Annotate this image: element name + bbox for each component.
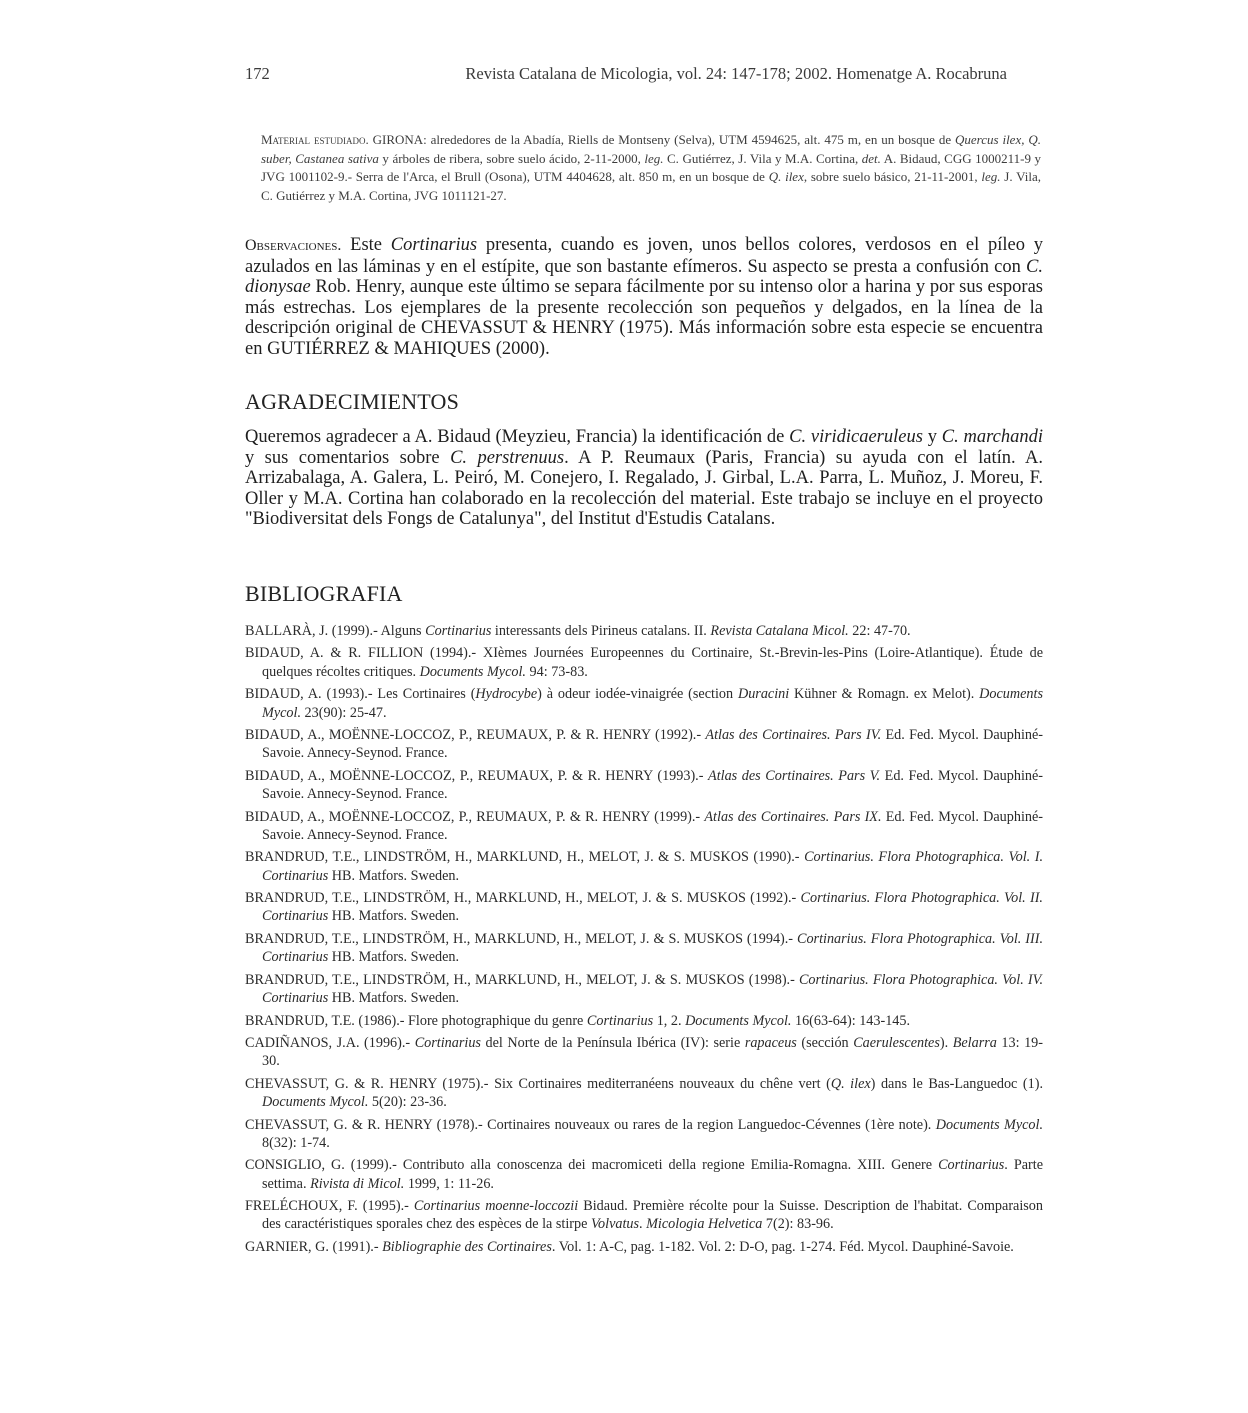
reference-text-run: CHEVASSUT, G. & R. HENRY (1978).- Cortinaires nouveaux ou rares de la region Languedoc-Cévennes (1ère note).: [245, 1116, 936, 1133]
reference-text-run: BIDAUD, A. (1993).- Les Cortinaires (: [245, 686, 476, 703]
reference-italic-run: Cortinarius. Flora Photographica. Vol. III. Cortinarius: [262, 930, 1043, 966]
reference-text-run: CHEVASSUT, G. & R. HENRY (1975).- Six Cortinaires mediterranéens nouveaux du chêne vert (: [245, 1075, 831, 1092]
reference-italic-run: Atlas des Cortinaires. Pars IV.: [705, 727, 882, 744]
reference-text-run: BIDAUD, A., MOËNNE-LOCCOZ, P., REUMAUX, P. & R. HENRY (1992).-: [245, 727, 706, 744]
reference-entry: [245, 644, 1043, 681]
material-label: Material estudiado.: [261, 132, 369, 147]
reference-entry: [245, 930, 1043, 967]
italic-run: leg.: [981, 169, 1001, 184]
observaciones-label: Observaciones.: [245, 237, 342, 254]
text-run: Este: [341, 235, 391, 255]
reference-italic-run: Q. ilex: [830, 1075, 871, 1092]
reference-text-run: 22: 47-70.: [848, 623, 911, 639]
reference-text-run: HB. Matfors. Sweden.: [328, 867, 460, 884]
reference-text-run: HB. Matfors. Sweden.: [328, 990, 460, 1007]
reference-text-run: GARNIER, G. (1991).-: [245, 1238, 383, 1255]
reference-text-run: 94: 73-83.: [525, 663, 588, 680]
reference-text-run: 1999, 1: 11-26.: [404, 1175, 494, 1192]
reference-italic-run: Documents Mycol.: [685, 1012, 792, 1029]
reference-entry: [245, 971, 1043, 1008]
reference-text-run: BALLARÀ, J. (1999).- Alguns: [245, 623, 426, 639]
reference-text-run: ).: [939, 1035, 953, 1051]
reference-text-run: CADIÑANOS, J.A. (1996).-: [245, 1035, 415, 1051]
italic-run: Quercus ilex, Q. suber, Castanea sativa: [261, 132, 1042, 166]
reference-entry: [245, 1116, 1043, 1153]
text-run: y árboles de ribera, sobre suelo ácido, 2-11-2000,: [378, 150, 645, 166]
italic-run: Q. ilex: [768, 169, 804, 184]
reference-text-run: Ed. Fed. Mycol. Dauphiné-Savoie. Annecy-Seynod. France.: [262, 767, 1044, 803]
bibliografia-heading: BIBLIOGRAFIA: [245, 581, 403, 606]
reference-italic-run: Cortinarius: [938, 1157, 1005, 1174]
reference-text-run: 8(32): 1-74.: [262, 1134, 330, 1151]
reference-text-run: del Norte de la Península Ibérica (IV): serie: [480, 1035, 745, 1051]
reference-italic-run: Caerulescentes: [853, 1035, 940, 1051]
reference-text-run: BRANDRUD, T.E., LINDSTRÖM, H., MARKLUND, H., MELOT, J. & S. MUSKOS (1992).-: [245, 890, 801, 907]
reference-text-run: BRANDRUD, T.E., LINDSTRÖM, H., MARKLUND, H., MELOT, J. & S. MUSKOS (1994).-: [245, 930, 797, 947]
text-run: . A P. Reumaux (Paris, Francia) su ayuda con el latín. A. Arrizabalaga, A. Galera, L. Peiró, M. Conejero, I. Regalado, J. Girbal, L.A. Parra, L. Muñoz, J. Moreu, F. Oller y M.A. Cortina han colaborado en la recolección del material. Este trabajo se incluye en el proyecto "Biodiversitat dels Fongs de Catalunya", del Institut d'Estudis Catalans.: [245, 447, 1043, 530]
reference-text-run: 1, 2.: [653, 1012, 686, 1029]
reference-text-run: Bidaud. Première récolte pour la Suisse. Description de l'habitat. Comparaison des caractéristiques sporales chez des espèces de la stirpe: [262, 1198, 1043, 1233]
reference-text-run: BIDAUD, A., MOËNNE-LOCCOZ, P., REUMAUX, P. & R. HENRY (1999).-: [245, 808, 705, 825]
reference-entry: [245, 622, 1043, 640]
reference-text-run: BRANDRUD, T.E., LINDSTRÖM, H., MARKLUND, H., MELOT, J. & S. MUSKOS (1990).-: [245, 849, 805, 866]
reference-italic-run: Cortinarius: [425, 623, 492, 639]
reference-entry: [245, 1075, 1043, 1112]
reference-entry: [245, 1156, 1043, 1193]
reference-italic-run: rapaceus: [744, 1035, 797, 1051]
reference-italic-run: Documents Mycol.: [262, 686, 1043, 721]
reference-entry: [245, 808, 1043, 845]
reference-text-run: BRANDRUD, T.E., LINDSTRÖM, H., MARKLUND, H., MELOT, J. & S. MUSKOS (1998).-: [245, 971, 799, 988]
reference-italic-run: Hydrocybe: [475, 686, 538, 703]
reference-italic-run: Cortinarius. Flora Photographica. Vol. I. Cortinarius: [262, 849, 1044, 884]
reference-italic-run: Cortinarius. Flora Photographica. Vol. IV. Cortinarius: [262, 971, 1043, 1007]
reference-italic-run: Documents Mycol.: [935, 1116, 1043, 1133]
text-run: J. Vila, C. Gutiérrez y M.A. Cortina, JVG 1011121-27.: [261, 169, 1041, 203]
reference-italic-run: Belarra: [952, 1035, 997, 1051]
reference-entry: [245, 1034, 1043, 1071]
reference-text-run: 13: 19-30.: [262, 1035, 1043, 1070]
text-run: A. Bidaud, CGG 1000211-9 y JVG 1001102-9.- Serra de l'Arca, el Brull (Osona), UTM 4404628, alt. 850 m, en un bosque de: [261, 150, 1041, 184]
italic-run: Cortinarius: [390, 235, 478, 255]
reference-text-run: interessants dels Pirineus catalans. II.: [491, 623, 711, 639]
reference-text-run: HB. Matfors. Sweden.: [328, 908, 460, 925]
reference-text-run: BRANDRUD, T.E. (1986).- Flore photographique du genre: [245, 1012, 587, 1029]
italic-run: leg.: [644, 150, 664, 166]
reference-italic-run: Cortinarius. Flora Photographica. Vol. II. Cortinarius: [262, 890, 1043, 925]
reference-text-run: (sección: [796, 1035, 854, 1051]
reference-entry: [245, 1012, 1043, 1030]
reference-italic-run: Cortinarius: [586, 1012, 654, 1029]
page-number: 172: [245, 64, 270, 83]
reference-italic-run: Atlas des Cortinaires. Pars IX.: [704, 808, 882, 825]
reference-italic-run: Bibliographie des Cortinaires: [382, 1238, 552, 1255]
reference-entry: [245, 889, 1043, 926]
reference-entry: [245, 685, 1043, 722]
reference-text-run: ) dans le Bas-Languedoc (1).: [870, 1075, 1044, 1092]
observaciones-paragraph: [245, 235, 1043, 360]
reference-entry: [245, 767, 1043, 804]
reference-text-run: BIDAUD, A. & R. FILLION (1994).- XIèmes Journées Europeennes du Cortinaire, St.-Brevin-les-Pins (Loire-Atlantique). Étude de quelques récoltes critiques.: [245, 645, 1043, 680]
reference-text-run: 7(2): 83-96.: [762, 1216, 834, 1233]
reference-italic-run: Revista Catalana Micol.: [710, 623, 849, 639]
reference-text-run: . Vol. 1: A-C, pag. 1-182. Vol. 2: D-O, pag. 1-274. Féd. Mycol. Dauphiné-Savoie.: [551, 1238, 1014, 1255]
reference-italic-run: Documents Mycol.: [262, 1094, 369, 1111]
material-estudiado-paragraph: [261, 131, 1041, 205]
text-run: Rob. Henry, aunque este último se separa fácilmente por su intenso olor a harina y por sus esporas más estrechas. Los ejemplares de la presente recolección son pequeños y delgados, en la línea de la descripción original de CHEVASSUT & HENRY (1975). Más información sobre esta especie se encuentra en GUTIÉRREZ & MAHIQUES (2000).: [245, 277, 1043, 359]
text-run: Queremos agradecer a A. Bidaud (Meyzieu, Francia) la identificación de: [245, 427, 790, 447]
reference-text-run: FRELÉCHOUX, F. (1995).-: [245, 1198, 414, 1215]
reference-text-run: . Parte settima.: [262, 1157, 1044, 1192]
reference-text-run: Ed. Fed. Mycol. Dauphiné-Savoie. Annecy-Seynod. France.: [262, 808, 1043, 843]
reference-italic-run: Atlas des Cortinaires. Pars V.: [708, 767, 881, 784]
reference-text-run: BIDAUD, A., MOËNNE-LOCCOZ, P., REUMAUX, P. & R. HENRY (1993).-: [245, 767, 709, 784]
reference-italic-run: Duracini: [737, 686, 790, 703]
running-header: [245, 64, 1043, 88]
text-run: C. Gutiérrez, J. Vila y M.A. Cortina,: [663, 150, 862, 166]
reference-italic-run: Volvatus: [590, 1216, 640, 1233]
reference-entry: [245, 1238, 1043, 1256]
journal-citation: Revista Catalana de Micologia, vol. 24: 147-178; 2002. Homenatge A. Rocabruna: [465, 64, 1007, 83]
reference-text-run: HB. Matfors. Sweden.: [328, 949, 460, 966]
reference-italic-run: Micologia Helvetica: [646, 1216, 763, 1233]
text-run: y: [922, 427, 942, 447]
italic-run: det.: [861, 150, 881, 166]
reference-text-run: Ed. Fed. Mycol. Dauphiné-Savoie. Annecy-Seynod. France.: [262, 727, 1044, 762]
text-run: y sus comentarios sobre: [245, 447, 451, 468]
reference-text-run: 23(90): 25-47.: [301, 704, 387, 721]
text-run: GIRONA: alrededores de la Abadía, Riells de Montseny (Selva), UTM 4594625, alt. 475 m, en un bosque de: [368, 132, 955, 147]
reference-text-run: .: [639, 1216, 647, 1233]
reference-italic-run: Documents Mycol.: [419, 663, 526, 680]
text-run: presenta, cuando es joven, unos bellos colores, verdosos en el píleo y azulados en las láminas y en el estípite, que son bastante efímeros. Su aspecto se presta a confusión con: [245, 235, 1043, 277]
reference-text-run: 16(63-64): 143-145.: [791, 1012, 911, 1029]
text-run: , sobre suelo básico, 21-11-2001,: [803, 169, 982, 184]
reference-list: [245, 622, 1043, 1260]
italic-run: C. viridicaeruleus: [789, 427, 923, 447]
reference-text-run: CONSIGLIO, G. (1999).- Contributo alla conoscenza dei macromiceti della regione Emilia-Romagna. XIII. Genere: [245, 1157, 939, 1174]
italic-run: C. dionysae: [245, 256, 1043, 298]
reference-entry: [245, 726, 1043, 763]
reference-italic-run: Cortinarius moenne-loccozii: [413, 1198, 579, 1215]
italic-run: C. marchandi: [941, 427, 1044, 447]
agradecimientos-heading: AGRADECIMIENTOS: [245, 389, 460, 414]
reference-entry: [245, 1197, 1043, 1234]
reference-text-run: Kühner & Romagn. ex Melot).: [789, 686, 980, 703]
reference-text-run: ) à odeur iodée-vinaigrée (section: [537, 686, 738, 703]
reference-italic-run: Cortinarius: [414, 1035, 481, 1051]
reference-text-run: 5(20): 23-36.: [368, 1094, 447, 1111]
italic-run: C. perstrenuus: [450, 447, 565, 468]
reference-entry: [245, 848, 1043, 885]
agradecimientos-paragraph: [245, 427, 1043, 530]
reference-italic-run: Rivista di Micol.: [310, 1175, 405, 1192]
